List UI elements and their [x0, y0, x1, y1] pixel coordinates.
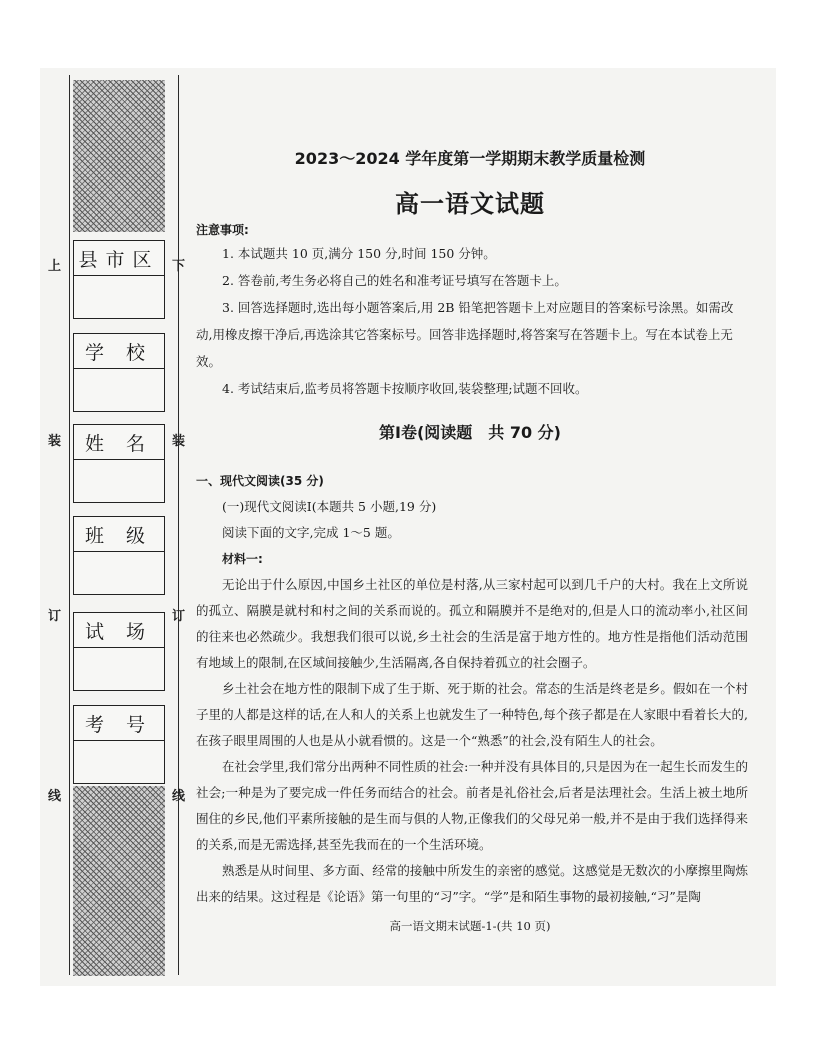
field-exam-room[interactable]: [73, 612, 165, 691]
hatch-pattern-bottom: [73, 786, 165, 976]
field-value[interactable]: [74, 369, 164, 411]
note-item: 1. 本试题共 10 页,满分 150 分,时间 150 分钟。: [222, 246, 496, 261]
exam-title: 2023～2024 学年度第一学期期末教学质量检测: [294, 149, 646, 168]
field-class[interactable]: [73, 516, 165, 595]
field-label: 班 级: [74, 517, 164, 552]
field-value[interactable]: [74, 648, 164, 690]
binding-line-left: [69, 75, 70, 975]
seal-mark-zhuang-left: 装: [48, 434, 62, 449]
seal-mark-xian-right: 线: [172, 789, 186, 804]
page-footer: 高一语文期末试题-1-(共 10 页): [389, 919, 551, 933]
field-school[interactable]: [73, 333, 165, 412]
seal-mark-xia: 下: [172, 259, 186, 274]
passage-paragraph: 无论出于什么原因,中国乡土社区的单位是村落,从三家村起可以到几千户的大村。我在上文所说的孤立、隔膜是就村和村之间的关系而说的。孤立和隔膜并不是绝对的,但是人口的流动率小,社区间的往来也必然疏少。我想我们很可以说,乡土社会的生活是富于地方性的。地方性是指他们活动范围有地域上的限制,在区域间接触少,生活隔离,各自保持着孤立的社会圈子。: [196, 577, 748, 670]
field-label: 学 校: [74, 334, 164, 369]
field-label: 县市区: [74, 241, 164, 276]
field-name[interactable]: [73, 424, 165, 503]
reading-section: [196, 468, 748, 910]
field-label: 考 号: [74, 706, 164, 741]
hatch-pattern-top: [73, 80, 165, 232]
section-title: 一、现代文阅读(35 分): [196, 474, 324, 488]
field-value[interactable]: [74, 460, 164, 502]
passage-paragraph: 乡土社会在地方性的限制下成了生于斯、死于斯的社会。常态的生活是终老是乡。假如在一个村子里的人都是这样的话,在人和人的关系上也就发生了一种特色,每个孩子都是在人家眼中看着长大的,在孩子眼里周围的人也是从小就看惯的。这是一个“熟悉”的社会,没有陌生人的社会。: [196, 681, 748, 748]
field-value[interactable]: [74, 741, 164, 783]
seal-mark-ding-left: 订: [48, 609, 62, 624]
field-label: 试 场: [74, 613, 164, 648]
note-item: 2. 答卷前,考生务必将自己的姓名和准考证号填写在答题卡上。: [222, 273, 567, 288]
seal-mark-zhuang-right: 装: [172, 434, 186, 449]
note-item: 3. 回答选择题时,选出每小题答案后,用 2B 铅笔把答题卡上对应题目的答案标号涂黑。如需改动,用橡皮擦干净后,再选涂其它答案标号。回答非选择题时,将答案写在答题卡上。写在本试卷上无效。: [196, 300, 734, 369]
subsection-title: (一)现代文阅读Ⅰ(本题共 5 小题,19 分): [222, 499, 437, 514]
note-item: 4. 考试结束后,监考员将答题卡按顺序收回,装袋整理;试题不回收。: [222, 381, 588, 396]
material-label: 材料一:: [222, 552, 263, 566]
passage-paragraph: 在社会学里,我们常分出两种不同性质的社会:一种并没有具体目的,只是因为在一起生长而发生的社会;一种是为了要完成一件任务而结合的社会。前者是礼俗社会,后者是法理社会。生活上被土地所囿住的乡民,他们平素所接触的是生而与俱的人物,正像我们的父母兄弟一般,并不是由于我们选择得来的关系,而是无需选择,甚至先我而在的一个生活环境。: [196, 759, 748, 852]
field-value[interactable]: [74, 552, 164, 594]
field-exam-number[interactable]: [73, 705, 165, 784]
field-value[interactable]: [74, 276, 164, 318]
binding-line-right: [178, 75, 179, 975]
seal-mark-xian-left: 线: [48, 789, 62, 804]
seal-mark-ding-right: 订: [172, 609, 186, 624]
notes-heading: 注意事项:: [196, 223, 249, 237]
seal-mark-shang: 上: [48, 259, 62, 274]
part-title: 第Ⅰ卷(阅读题 共 70 分): [379, 423, 561, 442]
field-label: 姓 名: [74, 425, 164, 460]
instruction: 阅读下面的文字,完成 1～5 题。: [222, 525, 400, 540]
notes-section: [196, 220, 748, 402]
subject-title: 高一语文试题: [395, 190, 545, 218]
field-county[interactable]: [73, 240, 165, 319]
passage-paragraph: 熟悉是从时间里、多方面、经常的接触中所发生的亲密的感觉。这感觉是无数次的小摩擦里陶炼出来的结果。这过程是《论语》第一句里的“习”字。“学”是和陌生事物的最初接触,“习”是陶: [196, 863, 748, 904]
